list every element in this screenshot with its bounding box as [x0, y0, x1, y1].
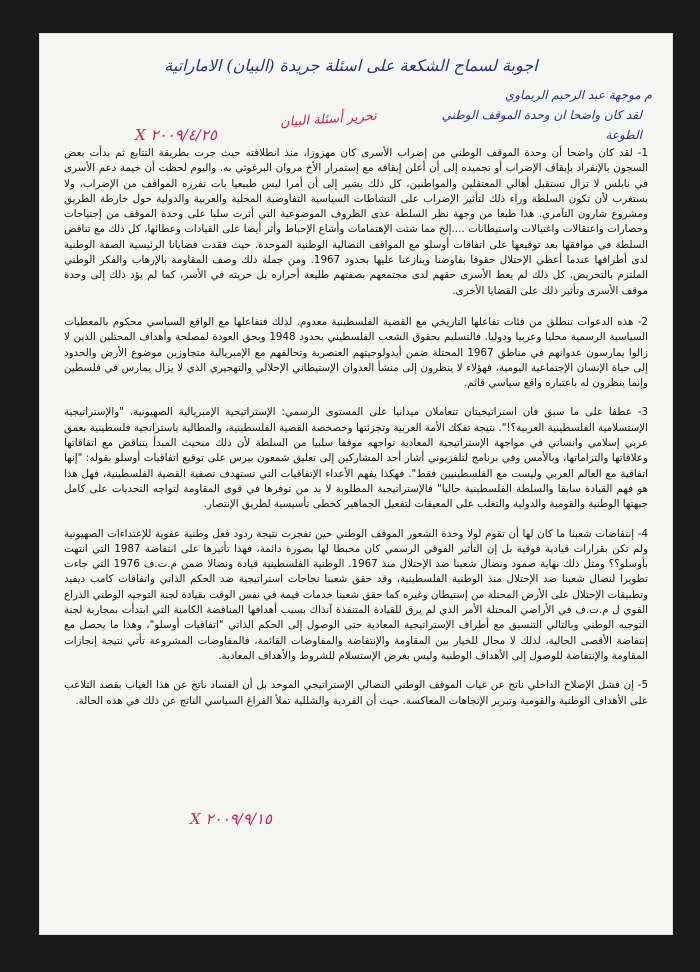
paragraph-2: 2- هذه الدعوات تنطلق من فئات تفاعلها التاريخي مع القضية الفلسطينية معدوم. لذلك فتفاعلها مع الواقع السياسي محكوم بالمعطيات السياسية الرسمية محليا وعربيا ودوليا. فالتسليم بحقوق الشعب الفلسطيني بحدود 1948 وبحق العودة لمصلحة وأهداف المحتلين الذين لا زالوا يمارسون عدوانهم في مناطق 1967 المحتلة ضمن أيدولوجيتهم العنصرية وتحالفهم مع الإمبريالية متجاوزين موضوع الأرض والحدود إلى حياة الإنسان الإجتماعية اليومية، فهؤلاء لا ينظرون إلى منشأ العدوان الإستيطاني الإحلالي والتهجيري الذي لا يزال يمارس في فلسطين وإنما ينظرون له باعتباره واقع سياسي قائم.	[64, 315, 648, 390]
handwritten-red-note: تحرير أسئلة البيان	[279, 108, 378, 131]
handwritten-date-bottom: X ٢٠٠٩/٩/١٥	[190, 810, 272, 828]
handwritten-author-line: م موجهة عبد الرحيم الريماوي	[504, 88, 652, 102]
handwritten-note-line: لقد كان واضحا ان وحدة الموقف الوطني	[441, 108, 642, 122]
document-page	[40, 34, 672, 934]
paragraph-1: 1- لقد كان واضحا أن وحدة الموقف الوطني من إضراب الأسرى كان مهزوزا، منذ انطلاقته حيث جرت بطريقة التتابع ثم بدأت بعض السجون بالإنفراد بإيقاف الإضراب أو تجميده إلى أن أعلن إيقافه مع إستمرار الأخ مروان البرغوثي به. واليوم لحظت أن خيمة دعم الأسرى في نابلس لا تزال تستقبل أهالي المعتقلين والمواطنين، كل ذلك يشير إلى أن أمرا ليس طبيعيا بات تفرزه المواقف من الإضراب، ولا يستغرب لأن تكون السلطة وراء ذلك لتأثير الإضراب على النشاطات السياسية التفاوضية المحلية والعربية والدولية حول خارطة الطريق ومشروع شارون التآمري. هذا طبعا من وجهة نظر السلطة عدى الظروف الموضوعية التي أثرت سلبا على وحدة الموقف من إجتياحات وحصارات واعتقالات واغتيالات واستيطانات ....إلخ مما شتت الإهتمامات وأشاع الإحباط وأثر أيضا على القيادات وعطائها، كل ذلك مع تناقض السلطة في موافقها بعد توقيعها على اتفاقات أوسلو مع المواقف النضالية الوطنية الموحدة. حيث فقدت قضايانا الرئيسية الصفة الوطنية لدى أطرافها عندما أعطي الإحتلال حقوقا بفاوضنا وينازعنا عليها بحدود 1967. ومن جملة ذلك وصف المقاومة بالإرهاب والفكر الوطني الملتزم بالتحريض. كل ذلك لم يعط الأسرى حقهم لدى مجتمعهم بصفتهم طليعة أحراره بل حريته في الأسر، كما لم يؤد ذلك إلى وحدة موقف الأسرى وتأثير ذلك على القضايا الأخرى.	[64, 147, 648, 297]
paragraph-4: 4- إنتفاضات شعبنا ما كان لها أن تقوم لولا وحدة الشعور الموقف الوطني حين تفجرت نتيجة ردود فعل وطنية عفوية للإعتداءات الصهيونية ولم تكن بقرارات قيادية فوقية بل إن التأثير الفوقي الرسمي كان محبطا لها بصورة دائمة، فهذا تأثيرها على انتفاضة 1987 التي انتهت بأوسلو؟؟ ومثل ذلك نهاية صمود ونضال شعبنا ضد الإحتلال منذ 1967. الوطنية الفلسطينية قيادة ونضالا ضمن م.ت.ف 1976 التي جاءت تطويرا لنضال شعبنا ضد الإحتلال منذ الوطنية الفلسطينية، وقد حقق شعبنا نجاحات استراتيجية ضد الحكم الذاتي واتفاقات كامب ديفيد وتطبيقات الإحتلال على الأرض المحتلة من إستيطان وغيره كما حقق شعبنا خدمات قيمة في نفس الوقت بقيادة لجنة التوجيه الوطني الذراع القوي ل م.ت.ف في الأراضي المحتلة الأمر الذي لم يرق للقيادة المتنفذة آنذاك بسبب أهدافها المناقضة الكامنة التي ابتدأت بمحاربة لجنة التوجيه الوطني وبالتالي التنسيق مع أطراف الإستراتيجية المعادية حتى الوصول إلى الحكم الذاتي "اتفاقيات أوسلو"، وهذا ما يحصل مع إنتفاضة الأقصى الحالية، لذلك لا مجال للخيار بين المقاومة والإنتفاضة والمفاوضات القائمة، فالمفاوضات المشروعة تأتي نتيجة إنجازات المقاومة والإنتفاضة للوصول إلى الأهداف الوطنية وليس بغرض الإستسلام للشروط والأهداف المعادية.	[64, 527, 648, 662]
handwritten-title: اجوبة لسماح الشكعة على اسئلة جريدة (البيان) الاماراتية	[164, 56, 538, 75]
paragraph-5: 5- إن فشل الإصلاح الداخلي ناتج عن غياب الموقف الوطني النضالي الإستراتيجي الموحد بل أن الفساد ناتج عن هذا الغياب بقصد التلاعب على الأهداف الوطنية والقومية وتبرير الإتجاهات المعاكسة. حيث أن الفردية والشللية تملأ الفراغ السياسي الناتج عن ذلك في هذه الحالة.	[64, 679, 648, 707]
handwritten-note-line-2: الطوعة	[605, 128, 642, 142]
document-body	[64, 146, 648, 723]
paragraph-3: 3- عطفا على ما سبق فان استراتيجيتان تتعاملان ميدانيا على المستوى الرسمي: الإستراتيجية الإمبريالية الصهيونية، "والإستراتيجية الإستسلامية الفلسطينية العربية؟!". نتيجة تفكك الأمة العربية وتجزئتها وخصخصة القضية الفلسطينية، والمطالبة باستراتجية فلسطينية بعمق عربي إسلامي وانساني في مواجهة الإستراتيجية المعادية تواجهه موقفا سلبيا من السلطة لأن ذلك منحيث المبدأ يتناقض مع اتفاقاتها وعلاقاتها والتزاماتها، وبالأمس وفي برنامج لتلفزيوني أشار أحد المشاركين إلى تعليق شمعون بيرس على توقيع اتفاقيات أوسلو بقوله: "إنها اتفاقية مع العالم العربي وليست مع الفلسطينيين فقط". فهكذا يفهم الأعداء الإتفاقيات التي تستهدف تصفية القضية الفلسطينية، فهل هذا هو فهم القيادة سابقا والسلطة الفلسطينية حاليا" فالإستراتيجية المطلوبة لا بد من توفرها في قوى المقاومة لتواجه التحديات على كامل جبهتها الوطنية والقومية والدولية والتغلب على المعيقات لتفعيل الجماهير كخطى تأسيسية لطريق الإنتصار.	[64, 406, 648, 511]
handwritten-date-top: X ٢٠٠٩/٤/٢٥	[135, 126, 217, 144]
